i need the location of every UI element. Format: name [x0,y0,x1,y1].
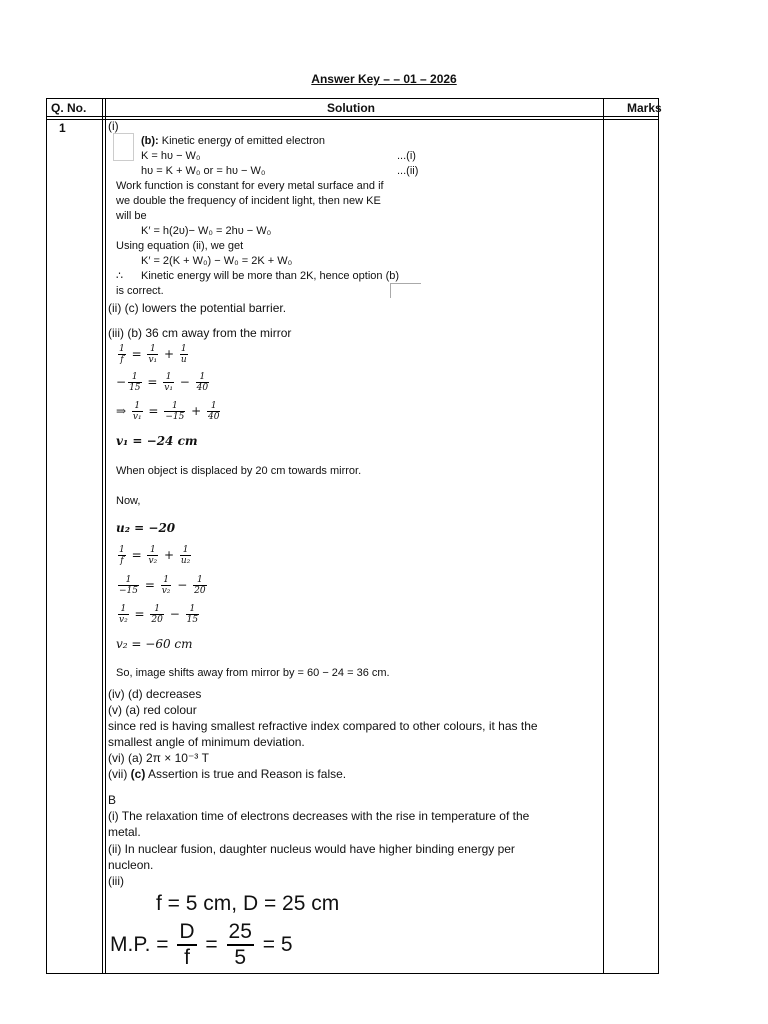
part-iv: (iv) (d) decreases [108,687,202,701]
equation-1: K = hυ − W₀ [141,150,201,162]
header-qno: Q. No. [51,101,87,115]
equation-2-tag: ...(ii) [397,165,419,177]
work-function-line-1: Work function is constant for every metal surface and if [116,180,384,192]
scan-mark [390,283,421,298]
ke-heading: (b): Kinetic energy of emitted electron [141,135,326,147]
shift-result: So, image shifts away from mirror by = 60 − 24 = 36 cm. [116,667,390,679]
substitution-1: − $\frac{1}{15}$ = $\frac{1}{\text{v₁}}$ − $\frac{1}{40}$ [116,372,209,393]
b-part-iii: (iii) [108,874,124,888]
using-equation: Using equation (ii), we get [116,240,244,252]
b-part-ii-line-1: (ii) In nuclear fusion, daughter nucleus would have higher binding energy per [108,842,515,856]
b-part-i-line-2: metal. [108,825,141,839]
part-vi: (vi) (a) 2π × 10⁻³ T [108,751,209,765]
column-divider [105,99,106,973]
part-iii: (iii) (b) 36 cm away from the mirror [108,326,292,340]
header-divider [47,116,658,117]
is-correct: is correct. [116,285,164,297]
equation-4: K′ = 2(K + W₀) − W₀ = 2K + W₀ [141,255,293,267]
work-function-line-2: we double the frequency of incident light, then new KE [116,195,381,207]
part-vii: (vii) (c) Assertion is true and Reason is false. [108,767,347,781]
part-i-label: (i) [108,119,119,133]
part-ii: (ii) (c) lowers the potential barrier. [108,301,287,315]
red-explanation-2: smallest angle of minimum deviation. [108,735,305,749]
equation-3: K′ = h(2υ)− W₀ = 2hυ − W₀ [141,225,272,237]
magnifying-power: M.P. = $\frac{D}{f}$ = $\frac{25}{5}$ = 5 [110,920,293,970]
question-number: 1 [59,121,66,135]
b-part-ii-line-2: nucleon. [108,858,154,872]
page-title: Answer Key – – 01 – 2026 [311,72,457,86]
equation-1-tag: ...(i) [397,150,416,162]
equation-2: hυ = K + W₀ or = hυ − W₀ [141,165,266,177]
focal-and-distance: f = 5 cm, D = 25 cm [156,892,340,915]
therefore-symbol: ∴ [116,270,123,282]
displaced-text: When object is displaced by 20 cm towards mirror. [116,465,362,477]
mirror-formula: $\frac{1}{f}$ = $\frac{1}{\text{v₁}}$ + $\frac{1}{u}$ [119,344,187,365]
column-divider [603,99,604,973]
image-placeholder-box [113,133,134,161]
red-explanation-1: since red is having smallest refractive index compared to other colours, it has the [108,719,538,733]
v2-result: v₂ = −60 cm [116,637,193,651]
u2-value: u₂ = −20 [116,521,176,535]
header-solution: Solution [327,101,375,115]
substitution-2: ⇒ $\frac{1}{\text{v₁}}$ = $\frac{1}{-15}$ + $\frac{1}{40}$ [116,401,220,422]
section-b-label: B [108,793,117,807]
header-divider [47,119,658,120]
ke-conclusion: Kinetic energy will be more than 2K, hence option (b) [141,270,400,282]
substitution-3: $\frac{1}{-15}$ = $\frac{1}{\text{v₂}}$ − $\frac{1}{20}$ [119,575,206,596]
substitution-4: $\frac{1}{\text{v₂}}$ = $\frac{1}{20}$ − $\frac{1}{15}$ [119,604,199,625]
b-part-i-line-1: (i) The relaxation time of electrons decreases with the rise in temperature of the [108,809,530,823]
header-marks: Marks [627,101,662,115]
mirror-formula-2: $\frac{1}{f}$ = $\frac{1}{\text{v₂}}$ + $\frac{1}{\text{u₂}}$ [119,545,191,566]
column-divider [102,99,103,973]
v1-result: v₁ = −24 cm [116,434,198,448]
now-text: Now, [116,495,141,507]
work-function-line-3: will be [116,210,147,222]
part-v: (v) (a) red colour [108,703,197,717]
